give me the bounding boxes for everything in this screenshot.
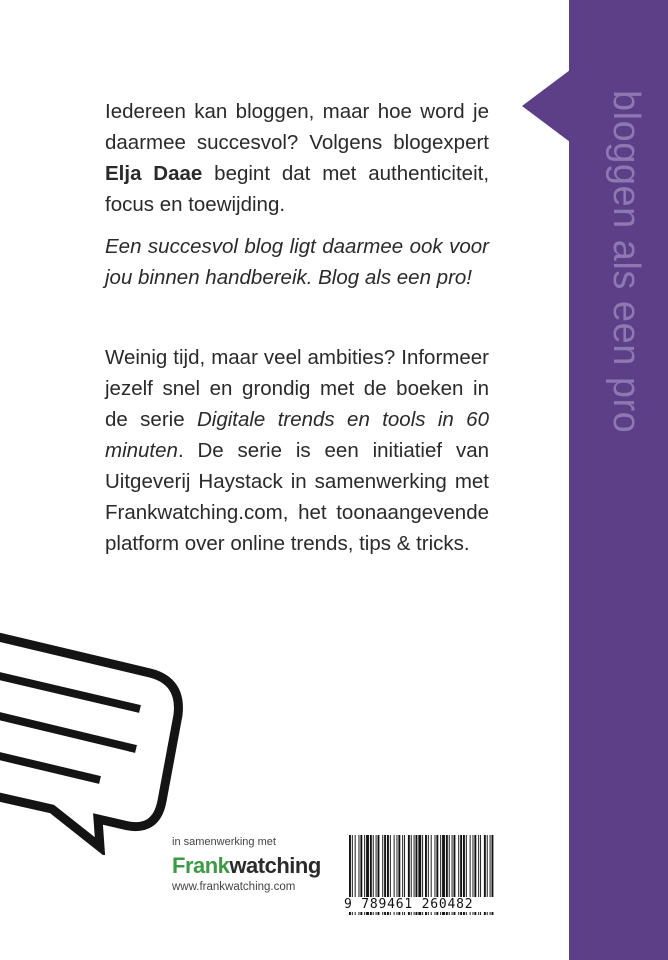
spine-title: bloggen als een pro <box>605 90 647 434</box>
spine-notch <box>522 70 570 142</box>
blurb-text: Iedereen kan bloggen, maar hoe word je daarmee succesvol? Volgens blogexpert <box>105 100 489 154</box>
partner-url: www.frankwatching.com <box>172 881 296 893</box>
blurb-text: Weinig tijd, maar veel ambities? Informeer jezelf snel en grondig met de boeken in de serie <box>105 346 489 431</box>
speech-bubble-icon <box>0 625 240 855</box>
frankwatching-logo <box>172 854 321 878</box>
partner-block <box>172 836 321 893</box>
logo-frank: Frank <box>172 853 230 878</box>
blurb-paragraph-1 <box>105 96 489 220</box>
author-name: Elja Daae <box>105 162 203 185</box>
logo-watching: watching <box>229 853 321 878</box>
partner-intro: in samenwerking met <box>172 836 276 848</box>
isbn-number: 9 789461 260482 <box>344 897 499 912</box>
blurb-text: . De serie is een initiatief van Uitgeverij Haystack in samenwerking met Frankwatching.com, het toonaangevende platform over online trends, tips & tricks. <box>105 439 489 555</box>
blurb-paragraph-3 <box>105 342 489 559</box>
series-title: Digitale trends en tools in 60 minuten <box>105 408 489 462</box>
blurb-paragraph-2: Een succesvol blog ligt daarmee ook voor jou binnen handbereik. Blog als een pro! <box>105 235 489 289</box>
blurb-text: begint dat met authenticiteit, focus en toewijding. <box>105 162 490 216</box>
